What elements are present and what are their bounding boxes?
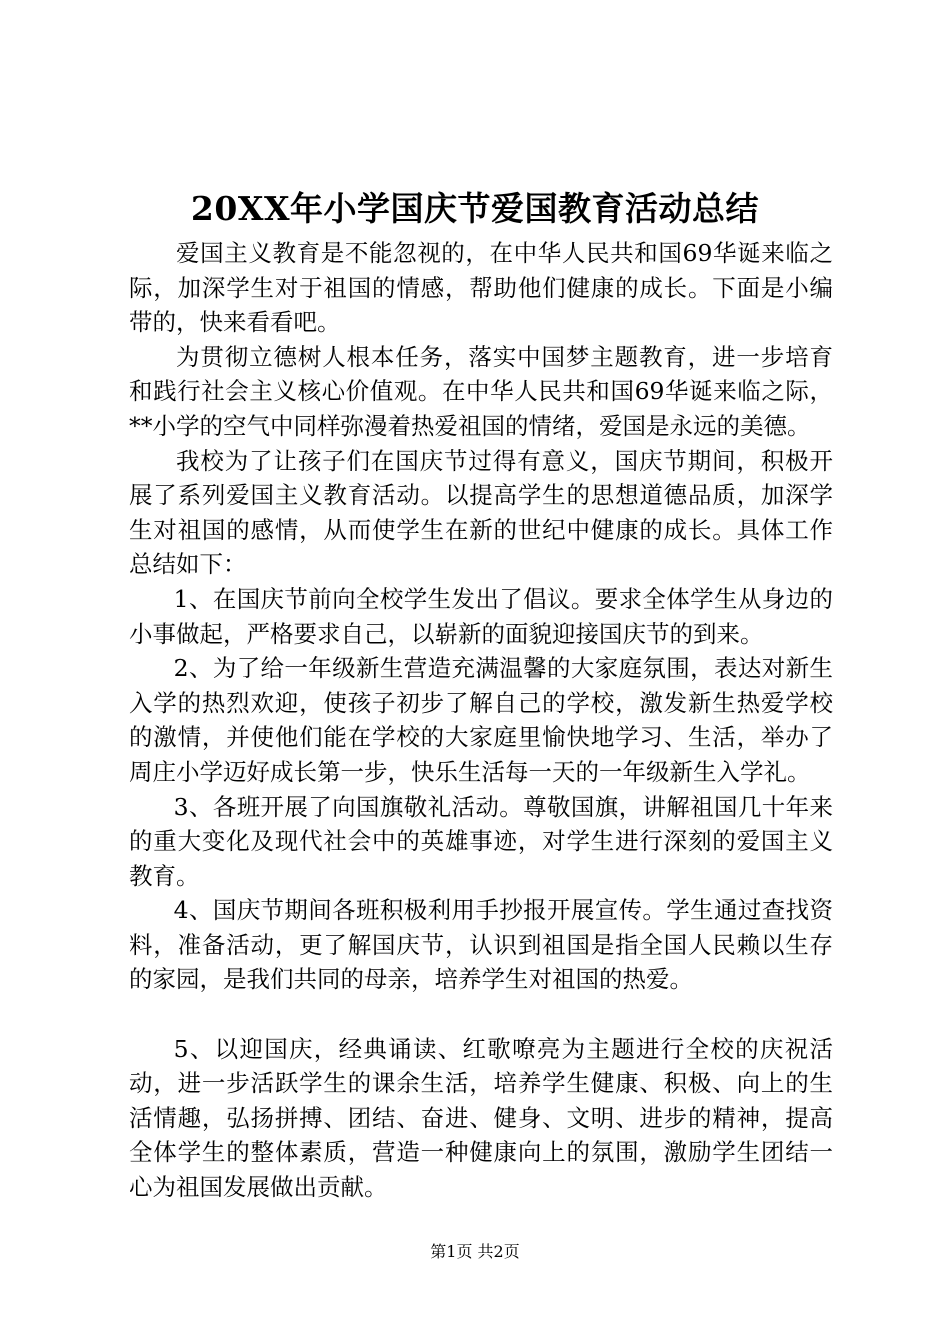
paragraph-purpose: 为贯彻立德树人根本任务，落实中国梦主题教育，进一步培育和践行社会主义核心价值观。在中华人民共和国69华诞来临之际，**小学的空气中同样弥漫着热爱祖国的情绪，爱国是永远的美德。 xyxy=(129,342,833,440)
list-item-1: 1、在国庆节前向全校学生发出了倡议。要求全体学生从身边的小事做起，严格要求自己，以崭新的面貌迎接国庆节的到来。 xyxy=(129,584,833,648)
list-item-4: 4、国庆节期间各班积极利用手抄报开展宣传。学生通过查找资料，准备活动，更了解国庆节，认识到祖国是指全国人民赖以生存的家园，是我们共同的母亲，培养学生对祖国的热爱。 xyxy=(129,896,833,994)
paragraph-intro: 爱国主义教育是不能忽视的，在中华人民共和国69华诞来临之际，加深学生对于祖国的情感，帮助他们健康的成长。下面是小编带的，快来看看吧。 xyxy=(129,239,833,337)
document-body xyxy=(129,236,833,1205)
list-item-2: 2、为了给一年级新生营造充满温馨的大家庭氛围，表达对新生入学的热烈欢迎，使孩子初步了解自己的学校，激发新生热爱学校的激情，并使他们能在学校的大家庭里愉快地学习、生活，举办了周庄小学迈好成长第一步，快乐生活每一天的一年级新生入学礼。 xyxy=(129,654,833,786)
blank-line xyxy=(129,997,833,1032)
list-item-5: 5、以迎国庆，经典诵读、红歌嘹亮为主题进行全校的庆祝活动，进一步活跃学生的课余生活，培养学生健康、积极、向上的生活情趣，弘扬拼搏、团结、奋进、健身、文明、进步的精神，提高全体学生的整体素质，营造一种健康向上的氛围，激励学生团结一心为祖国发展做出贡献。 xyxy=(129,1034,833,1202)
page-footer: 第1页 共2页 xyxy=(430,1242,520,1261)
list-item-3: 3、各班开展了向国旗敬礼活动。尊敬国旗，讲解祖国几十年来的重大变化及现代社会中的英雄事迹，对学生进行深刻的爱国主义教育。 xyxy=(129,792,833,890)
document-title: 20XX年小学国庆节爱国教育活动总结 xyxy=(190,189,760,228)
paragraph-overview: 我校为了让孩子们在国庆节过得有意义，国庆节期间，积极开展了系列爱国主义教育活动。以提高学生的思想道德品质，加深学生对祖国的感情，从而使学生在新的世纪中健康的成长。具体工作总结如下： xyxy=(129,446,833,579)
